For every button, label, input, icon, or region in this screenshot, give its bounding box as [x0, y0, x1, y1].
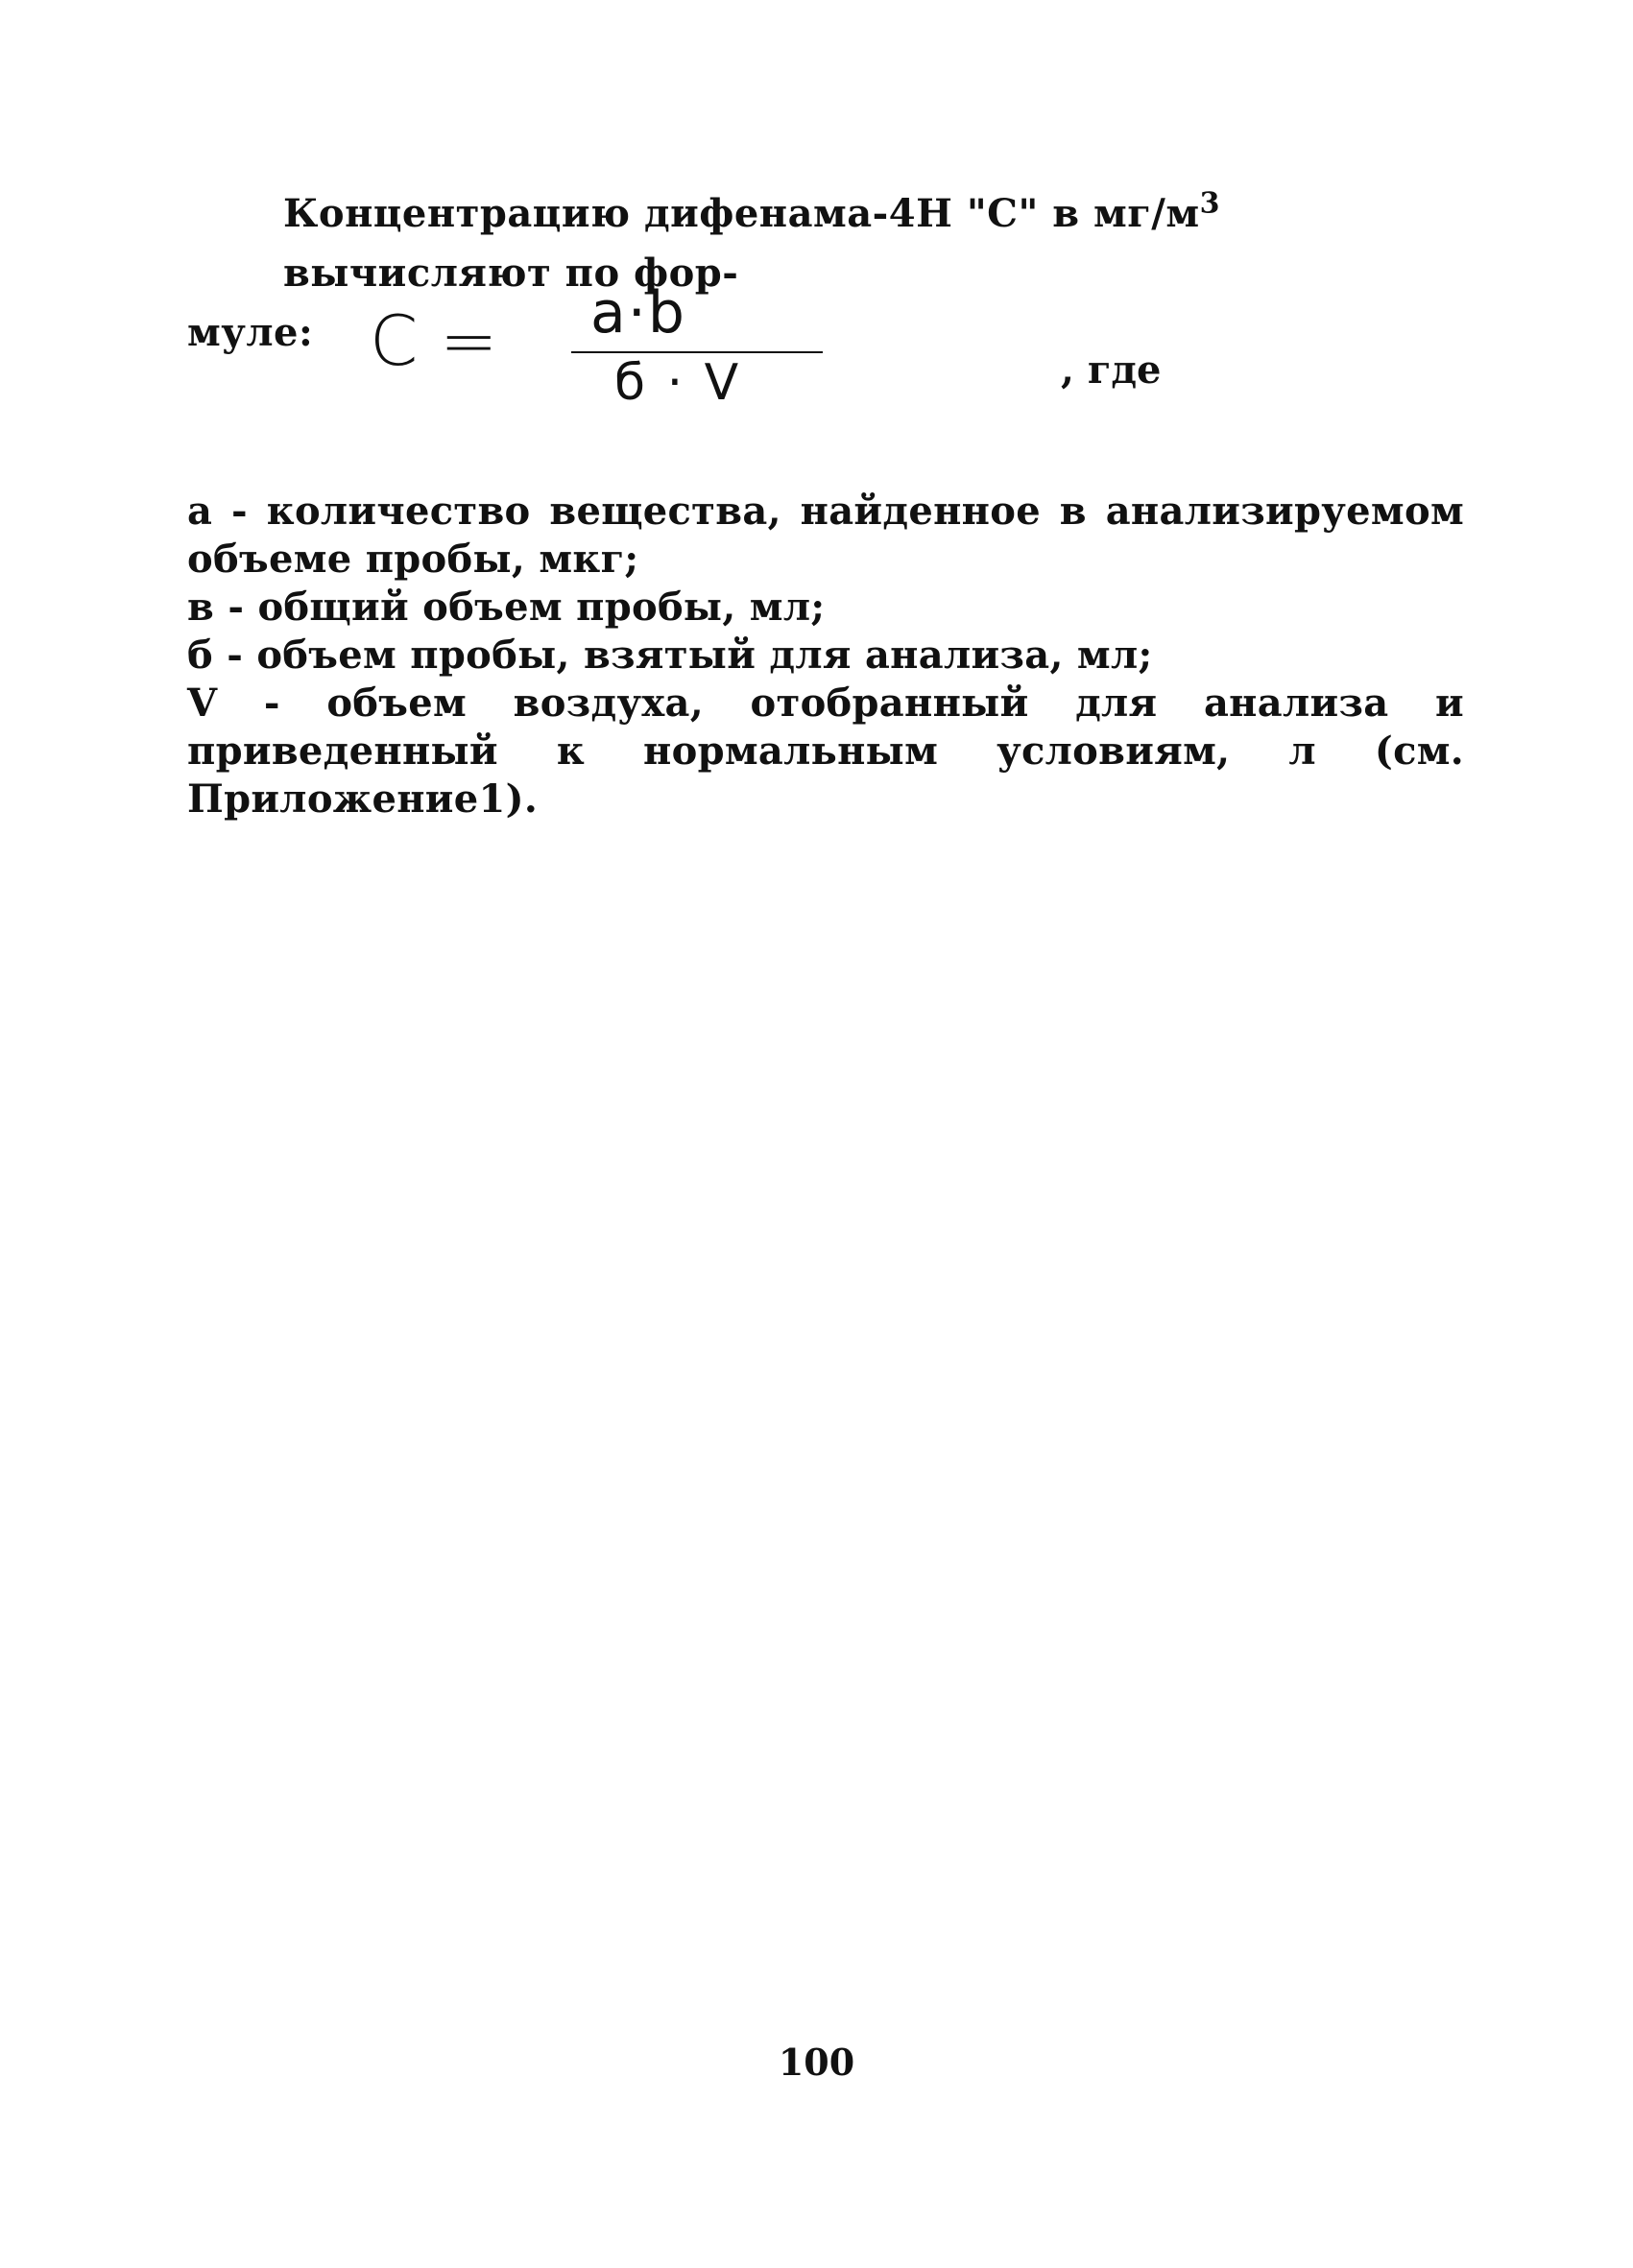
- definition-air-volume: V - объем воздуха, отобранный для анализа и приведенный к нормальным условиям, л (см. Приложение1).: [187, 680, 1464, 822]
- intro-text-end: вычисляют по фор-: [283, 251, 739, 296]
- definition-a: а - количество вещества, найденное в анализируемом объеме пробы, мкг;: [187, 489, 1464, 582]
- definition-v-total: в - общий объем пробы, мл;: [187, 585, 826, 630]
- intro-line-1: [187, 184, 1464, 303]
- formula-where-label: , где: [1061, 347, 1162, 393]
- page-number: 100: [778, 2041, 855, 2084]
- formula-denominator: б · V: [614, 354, 742, 412]
- formula-lhs: C =: [370, 300, 498, 381]
- definition-b-sample: б - объем пробы, взятый для анализа, мл;: [187, 633, 1153, 678]
- variable-definitions: [187, 488, 1464, 824]
- unit-superscript: 3: [1199, 186, 1220, 221]
- intro-text: Концентрацию дифенама-4Н "С" в мг/м: [283, 191, 1200, 236]
- formula-numerator: a·b: [590, 279, 686, 346]
- intro-line-2: муле:: [187, 310, 314, 355]
